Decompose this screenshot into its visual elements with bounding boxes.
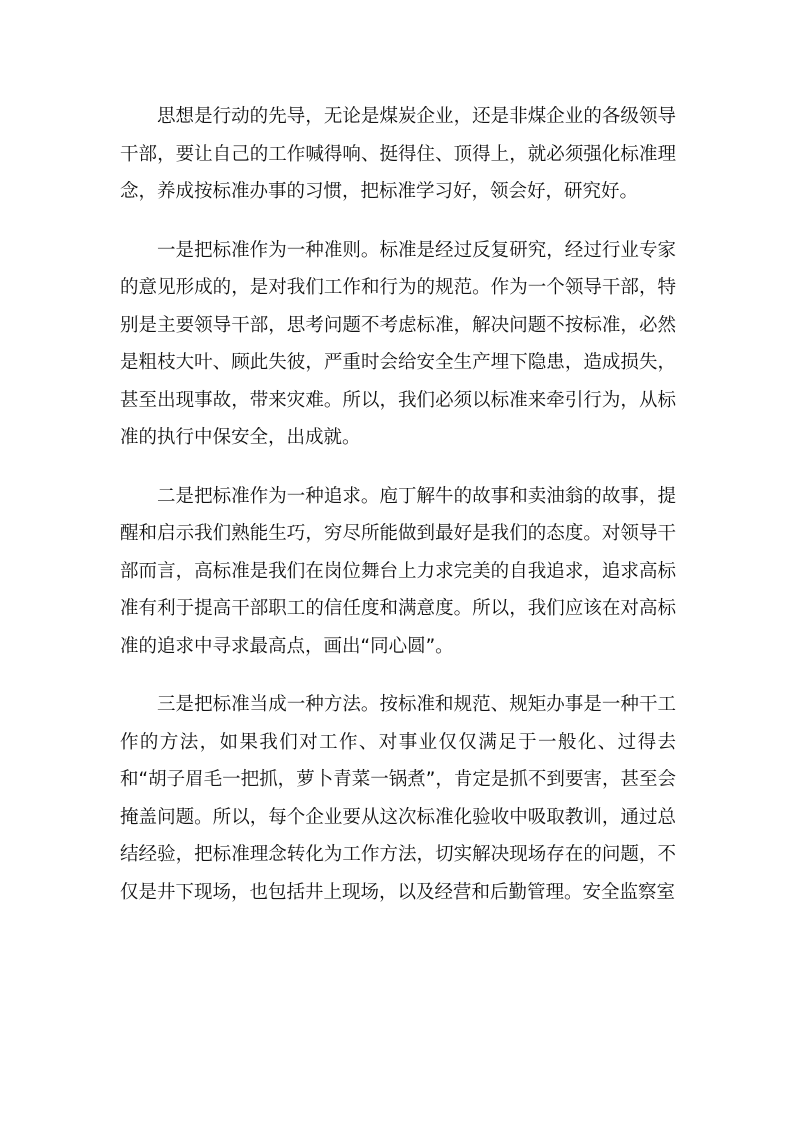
paragraph-standard-as-pursuit: 二是把标准作为一种追求。庖丁解牛的故事和卖油翁的故事，提醒和启示我们熟能生巧，穷尽所能做到最好是我们的态度。对领导干部而言，高标准是我们在岗位舞台上力求完美的自我追求，追求高标准有利于提高干部职工的信任度和满意度。所以，我们应该在对高标准的追求中寻求最高点，画出“同心圆”。 [120, 485, 676, 657]
paragraph-standard-as-method: 三是把标准当成一种方法。按标准和规范、规矩办事是一种干工作的方法，如果我们对工作、对事业仅仅满足于一般化、过得去和“胡子眉毛一把抓，萝卜青菜一锅煮”，肯定是抓不到要害，甚至会掩盖问题。所以，每个企业要从这次标准化验收中吸取教训，通过总结经验，把标准理念转化为工作方法，切实解决现场存在的问题，不仅是井下现场，也包括井上现场，以及经营和后勤管理。安全监察室 [120, 694, 676, 903]
document-body [120, 98, 676, 932]
paragraph-standard-as-rule: 一是把标准作为一种准则。标准是经过反复研究，经过行业专家的意见形成的，是对我们工作和行为的规范。作为一个领导干部，特别是主要领导干部，思考问题不考虑标准，解决问题不按标准，必然是粗枝大叶、顾此失彼，严重时会给安全生产埋下隐患，造成损失，甚至出现事故，带来灾难。所以，我们必须以标准来牵引行为，从标准的执行中保安全，出成就。 [120, 239, 676, 448]
paragraph-intro: 思想是行动的先导，无论是煤炭企业，还是非煤企业的各级领导干部，要让自己的工作喊得响、挺得住、顶得上，就必须强化标准理念，养成按标准办事的习惯，把标准学习好，领会好，研究好。 [120, 106, 676, 202]
